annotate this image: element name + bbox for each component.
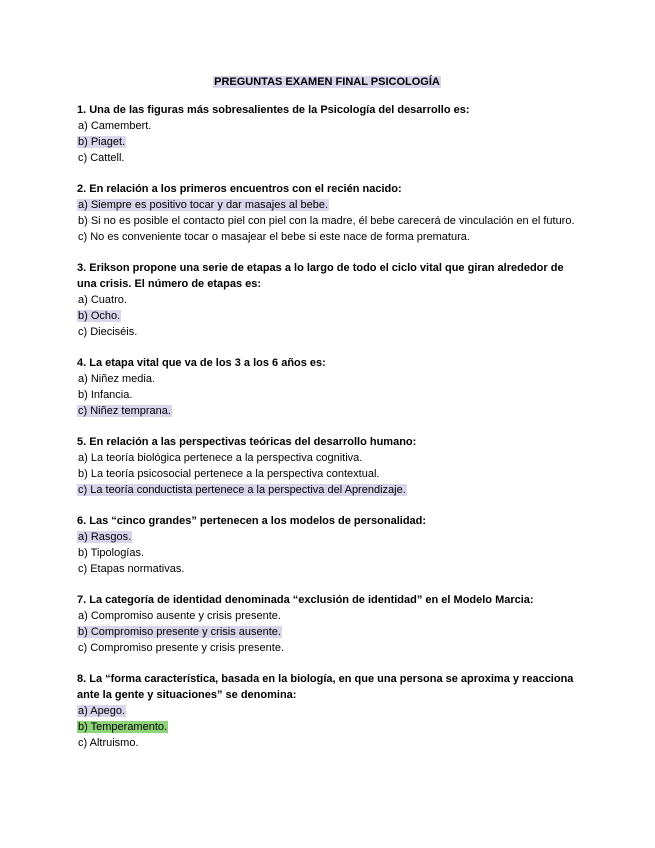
question-block [77, 102, 577, 166]
answer-option-text: b) Compromiso presente y crisis ausente. [78, 626, 281, 638]
answer-option [77, 292, 577, 308]
answer-option-text: b) Tipologías. [78, 547, 145, 559]
question-block [77, 513, 577, 577]
answer-option-text: a) La teoría biológica pertenece a la perspectiva cognitiva. [78, 452, 363, 464]
answer-option [77, 118, 577, 134]
answer-option [77, 735, 577, 751]
question-text: 2. En relación a los primeros encuentros con el recién nacido: [77, 183, 402, 195]
question-text: 8. La “forma característica, basada en la biología, en que una persona se aproxima y reacciona ante la gente y situaciones” se denomina: [77, 673, 574, 701]
answer-option-text: c) La teoría conductista pertenece a la perspectiva del Aprendizaje. [78, 484, 406, 496]
answer-option-text: b) Ocho. [78, 310, 121, 322]
document-page [77, 70, 577, 766]
question-block [77, 181, 577, 245]
answer-option [77, 150, 577, 166]
answer-option-highlighted [77, 529, 577, 545]
question-text: 5. En relación a las perspectivas teóricas del desarrollo humano: [77, 436, 417, 448]
answer-option-highlighted [77, 134, 577, 150]
answer-option-highlighted [77, 403, 577, 419]
answer-option-text: c) Dieciséis. [78, 326, 138, 338]
question-text: 7. La categoría de identidad denominada “exclusión de identidad” en el Modelo Marcia: [77, 594, 534, 606]
answer-option [77, 213, 577, 229]
answer-option-text: b) La teoría psicosocial pertenece a la perspectiva contextual. [78, 468, 380, 480]
answer-option-text: a) Camembert. [78, 120, 152, 132]
answer-option-text: c) Altruismo. [78, 737, 139, 749]
answer-option [77, 608, 577, 624]
answer-option-text: a) Rasgos. [78, 531, 132, 543]
answer-option-text: b) Piaget. [78, 136, 126, 148]
answer-option-highlighted [77, 308, 577, 324]
question-block [77, 260, 577, 340]
answer-option-text: a) Niñez media. [78, 373, 156, 385]
answer-option-highlighted [77, 719, 577, 735]
document-title: PREGUNTAS EXAMEN FINAL PSICOLOGÍA [214, 76, 440, 88]
answer-option-text: b) Infancia. [78, 389, 133, 401]
question-text: 1. Una de las figuras más sobresalientes de la Psicología del desarrollo es: [77, 104, 470, 116]
answer-option-text: b) Temperamento. [78, 721, 168, 733]
question-block [77, 355, 577, 419]
answer-option-text: c) Cattell. [78, 152, 125, 164]
answer-option-text: c) Etapas normativas. [78, 563, 185, 575]
answer-option-text: a) Apego. [78, 705, 126, 717]
answer-option [77, 561, 577, 577]
answer-option-highlighted [77, 482, 577, 498]
answer-option-highlighted [77, 624, 577, 640]
answer-option [77, 545, 577, 561]
answer-option-highlighted [77, 703, 577, 719]
question-block [77, 592, 577, 656]
answer-option-text: a) Cuatro. [78, 294, 127, 306]
question-list [77, 102, 577, 751]
answer-option [77, 371, 577, 387]
answer-option [77, 324, 577, 340]
answer-option [77, 640, 577, 656]
question-block [77, 434, 577, 498]
answer-option-text: c) Niñez temprana. [78, 405, 171, 417]
answer-option-highlighted [77, 197, 577, 213]
answer-option-text: a) Siempre es positivo tocar y dar masajes al bebe. [78, 199, 329, 211]
answer-option-text: c) No es conveniente tocar o masajear el bebe si este nace de forma prematura. [78, 231, 470, 243]
answer-option [77, 387, 577, 403]
answer-option-text: c) Compromiso presente y crisis presente. [78, 642, 285, 654]
answer-option-text: a) Compromiso ausente y crisis presente. [78, 610, 281, 622]
question-text: 4. La etapa vital que va de los 3 a los 6 años es: [77, 357, 326, 369]
question-block [77, 671, 577, 751]
answer-option-text: b) Si no es posible el contacto piel con piel con la madre, él bebe carecerá de vinculación en el futuro. [78, 215, 575, 227]
answer-option [77, 450, 577, 466]
question-text: 3. Erikson propone una serie de etapas a lo largo de todo el ciclo vital que giran alrededor de una crisis. El número de etapas es: [77, 262, 564, 290]
answer-option [77, 466, 577, 482]
question-text: 6. Las “cinco grandes” pertenecen a los modelos de personalidad: [77, 515, 427, 527]
answer-option [77, 229, 577, 245]
